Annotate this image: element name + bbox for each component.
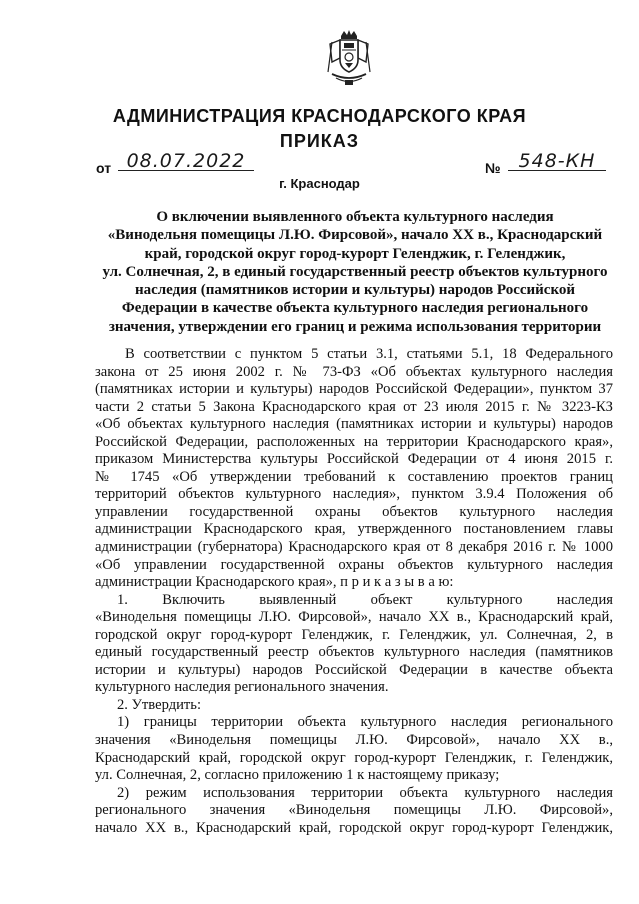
body-line: В соответствии с пунктом 5 статьи 3.1, статьями 5.1, 18 Федерального: [125, 346, 613, 362]
body-line: истории и культуры) народов Российской Федерации в качестве объекта: [95, 661, 613, 678]
body-line: территорий объектов культурного наследия», пунктом 3.9.4 Положения об: [95, 486, 613, 503]
body-line: администрации (губернатора) Краснодарского края от 8 декабря 2016 г. № 1000: [95, 539, 613, 556]
document-title: [95, 208, 615, 336]
body-line: администрации Краснодарского края», п р и к а з ы в а ю:: [95, 574, 454, 591]
body-line: администрации Краснодарского края, утвержденного постановлением главы: [95, 521, 613, 538]
title-line: «Винодельня помещицы Л.Ю. Фирсовой», начало XX в., Краснодарский: [107, 227, 603, 244]
body-line: приказом Министерства культуры Российской Федерации от 4 июня 2015 г.: [95, 451, 613, 468]
body-line: Краснодарский край, городской округ город-курорт Геленджик, г. Геленджик,: [95, 749, 613, 766]
body-line: «Винодельня помещицы Л.Ю. Фирсовой», начало XX в., Краснодарский край,: [95, 609, 613, 626]
body-line: единый государственный реестр объектов культурного наследия (памятников: [95, 644, 613, 661]
body-line: регионального значения «Винодельня помещицы Л.Ю. Фирсовой»,: [95, 802, 613, 819]
body-line: (памятниках истории и культуры) народов Российской Федерации», пунктом 37: [95, 381, 613, 398]
body-line: 2) режим использования территории объекта культурного наследия: [117, 784, 613, 801]
body-line: Российской Федерации, расположенных на территории Краснодарского края»,: [95, 433, 613, 450]
body-line: 1) границы территории объекта культурного наследия регионального: [117, 714, 613, 731]
body-line: закона от 25 июня 2002 г. № 73-ФЗ «Об объектах культурного наследия: [95, 363, 613, 380]
body-line: № 1745 «Об утверждении требований к составлению проектов границ: [95, 468, 613, 485]
coat-of-arms-icon: [326, 28, 372, 88]
body-line: 1. Включить выявленный объект культурного наследия: [117, 591, 613, 608]
date-handwritten: 08.07.2022: [118, 150, 254, 171]
body-line: «Об управлении государственной охраны объектов культурного наследия: [95, 556, 613, 573]
organization-title: АДМИНИСТРАЦИЯ КРАСНОДАРСКОГО КРАЯ: [112, 106, 527, 126]
number-prefix: №: [485, 160, 501, 176]
document-body: [95, 346, 613, 837]
body-line: культурного наследия регионального значения.: [95, 679, 389, 696]
title-line: наследия (памятников истории и культуры) народов Российской: [134, 282, 576, 299]
city-label: г. Краснодар: [279, 176, 360, 191]
document-type: ПРИКАЗ: [279, 131, 360, 151]
body-line: начало XX в., Краснодарский край, городской округ город-курорт Геленджик,: [95, 819, 613, 836]
body-line: «Об объектах культурного наследия (памятниках истории и культуры) народов: [95, 416, 613, 433]
body-line: управлении государственной охраны объектов культурного наследия: [95, 503, 613, 520]
title-line: О включении выявленного объекта культурного наследия: [156, 209, 554, 225]
body-line: 2. Утвердить:: [117, 696, 202, 713]
body-line: городской округ город-курорт Геленджик, г. Геленджик, ул. Солнечная, 2, в: [95, 626, 613, 643]
body-line: ул. Солнечная, 2, согласно приложению 1 к настоящему приказу;: [95, 767, 500, 784]
title-line: Федерации в качестве объекта культурного наследия регионального: [121, 300, 589, 317]
title-line: ул. Солнечная, 2, в единый государственный реестр объектов культурного: [102, 263, 608, 280]
title-line: значения, утверждении его границ и режима использования территории: [108, 318, 602, 335]
number-handwritten: 548-КН: [508, 150, 606, 171]
body-line: значения «Винодельня помещицы Л.Ю. Фирсовой», начало XX в.,: [95, 732, 613, 749]
date-prefix: от: [96, 160, 112, 176]
title-line: край, городской округ город-курорт Геленджик, г. Геленджик,: [144, 245, 566, 262]
body-line: части 2 статьи 5 Закона Краснодарского края от 23 июля 2015 г. № 3223-КЗ: [95, 398, 613, 415]
